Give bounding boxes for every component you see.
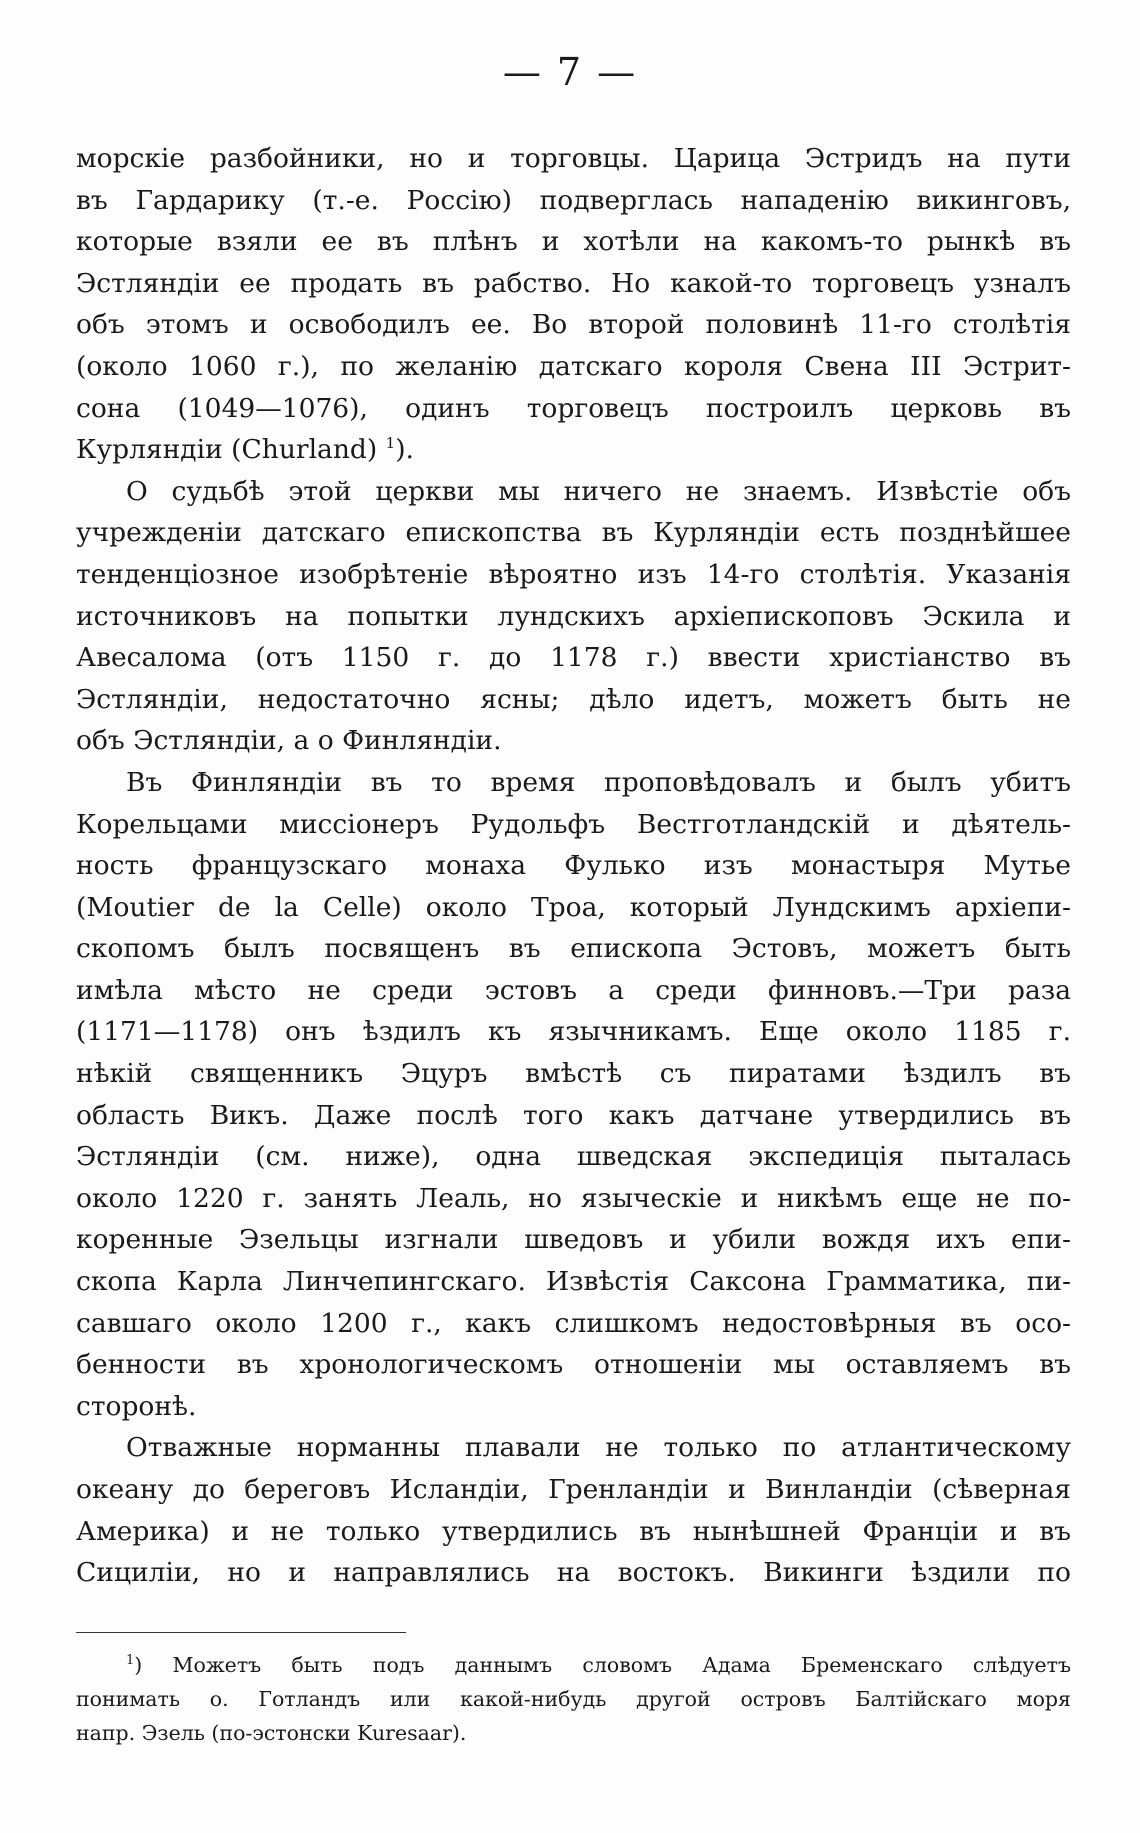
text-line: океану до береговъ Исландіи, Гренландіи и Винландіи (сѣверная: [76, 1474, 1071, 1505]
text-line: Эстляндіи, недостаточно ясны; дѣло идетъ, можетъ быть не: [76, 683, 1071, 715]
footnote-reference: 1: [385, 434, 396, 453]
text-line: Корельцами миссіонеръ Рудольфъ Вестготландскій и дѣятель-: [76, 808, 1071, 840]
text-line: (около 1060 г.), по желанію датскаго короля Свена III Эстрит-: [76, 350, 1071, 382]
text-line: коренные Эзельцы изгнали шведовъ и убили вождя ихъ епи-: [76, 1224, 1071, 1256]
text-line: Америка) и не только утвердились въ нынѣшней Франціи и въ: [76, 1515, 1071, 1547]
page-number: — 7 —: [502, 50, 638, 94]
text-line: учрежденіи датскаго епископства въ Курляндіи есть позднѣйшее: [76, 517, 1071, 549]
footnote-line: [76, 1648, 1071, 1682]
footnote-marker: 1: [126, 1653, 135, 1669]
text-line: въ Гардарику (т.-е. Россію) подверглась нападенію викинговъ,: [76, 184, 1071, 216]
footnote-divider: [76, 1632, 406, 1633]
text-line-tail: ).: [395, 434, 414, 466]
text-line: имѣла мѣсто не среди эстовъ а среди финновъ.—Три раза: [76, 974, 1071, 1006]
text-line: источниковъ на попытки лундскихъ архіепископовъ Эскила и: [76, 600, 1071, 632]
footnote-line: понимать о. Готландъ или какой-нибудь другой островъ Балтійскаго моря: [76, 1687, 1071, 1711]
text-line: Въ Финляндіи въ то время проповѣдовалъ и былъ убитъ: [126, 766, 1071, 798]
text-line: около 1220 г. занять Леаль, но языческіе и никѣмъ еще не по-: [76, 1182, 1071, 1214]
text-line: бенности въ хронологическомъ отношеніи мы оставляемъ въ: [76, 1349, 1071, 1381]
text-line: (1171—1178) онъ ѣздилъ къ язычникамъ. Еще около 1185 г.: [76, 1016, 1071, 1048]
text-line: Эстляндіи (см. ниже), одна шведская экспедиція пыталась: [76, 1141, 1071, 1173]
text-line: тенденціозное изобрѣтеніе вѣроятно изъ 14-го столѣтія. Указанія: [76, 558, 1071, 590]
footnotes: [76, 1648, 1071, 1750]
text-line: скопа Карла Линчепингскаго. Извѣстія Саксона Грамматика, пи-: [76, 1266, 1071, 1298]
text-line: сторонѣ.: [76, 1390, 197, 1422]
text-line: Эстляндіи ее продать въ рабство. Но какой-то торговецъ узналъ: [76, 267, 1071, 299]
text-line: которые взяли ее въ плѣнъ и хотѣли на какомъ-то рынкѣ въ: [76, 226, 1071, 258]
text-line: Отважные норманны плавали не только по атлантическому: [126, 1432, 1071, 1464]
text-line: Сициліи, но и направлялись на востокъ. Викинги ѣздили по: [76, 1557, 1071, 1589]
text-line: нѣкій священникъ Эцуръ вмѣстѣ съ пиратами ѣздилъ въ: [76, 1058, 1071, 1090]
text-line: объ этомъ и освободилъ ее. Во второй половинѣ 11-го столѣтія: [76, 309, 1071, 341]
text-line: (Moutier de la Celle) около Троа, который Лундскимъ архіепи-: [76, 891, 1071, 923]
text-line: сона (1049—1076), одинъ торговецъ построилъ церковь въ: [76, 392, 1071, 424]
text-line: савшаго около 1200 г., какъ слишкомъ недостовѣрныя въ осо-: [76, 1307, 1071, 1339]
body-text: [76, 138, 1071, 1594]
text-line: [76, 429, 1071, 471]
text-line: объ Эстляндіи, а о Финляндіи.: [76, 725, 502, 757]
text-line: Авесалома (отъ 1150 г. до 1178 г.) ввести христіанство въ: [76, 642, 1071, 674]
text-line: скопомъ былъ посвященъ въ епископа Эстовъ, можетъ быть: [76, 933, 1071, 965]
footnote-line: напр. Эзель (по-эстонски Kuresaar).: [76, 1721, 467, 1745]
text-line: О судьбѣ этой церкви мы ничего не знаемъ. Извѣстіе объ: [126, 475, 1071, 507]
text-line: морскіе разбойники, но и торговцы. Царица Эстридъ на пути: [76, 143, 1071, 174]
text-line-content: Курляндіи (Churland): [76, 434, 378, 466]
text-line: область Викъ. Даже послѣ того какъ датчане утвердились въ: [76, 1099, 1071, 1131]
text-line: ность французскаго монаха Фулько изъ монастыря Мутье: [76, 850, 1071, 882]
footnote-text: ) Можетъ быть подъ даннымъ словомъ Адама Бременскаго слѣдуетъ: [134, 1653, 1071, 1677]
